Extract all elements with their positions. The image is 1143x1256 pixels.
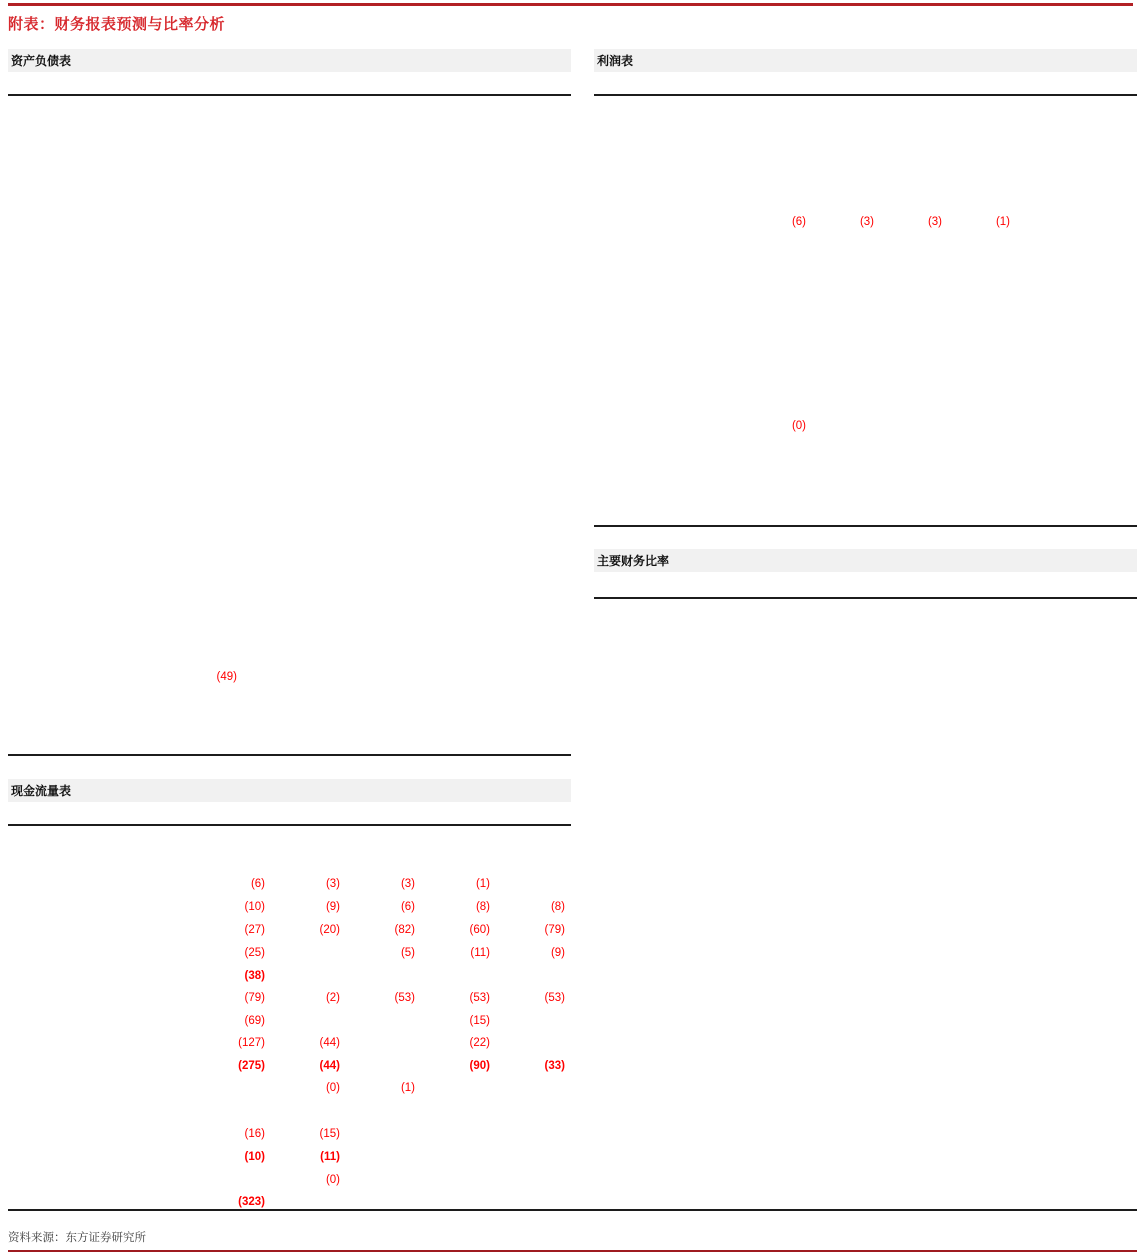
- table-row: [190, 1013, 565, 1029]
- value-cell: (6): [250, 878, 265, 890]
- section-header-label: 主要财务比率: [597, 554, 670, 568]
- value-cell: (11): [320, 1151, 340, 1163]
- value-cell: (2): [325, 992, 340, 1004]
- value-cell: [490, 1149, 565, 1165]
- value-cell: (3): [325, 878, 340, 890]
- table-row: [190, 1149, 565, 1165]
- table-row: [190, 899, 565, 915]
- value-cell: [340, 1126, 415, 1142]
- value-cell: (90): [469, 1060, 490, 1072]
- value-cell: [490, 1126, 565, 1142]
- value-cell: (127): [238, 1037, 265, 1049]
- value-cell: [340, 968, 415, 984]
- page-title: 附表：财务报表预测与比率分析: [8, 16, 226, 33]
- horizontal-rule: [594, 525, 1137, 527]
- value-cell: [415, 1194, 490, 1210]
- value-cell: [874, 418, 942, 434]
- value-cell: [415, 1149, 490, 1165]
- table-row: [190, 1126, 565, 1142]
- value-cell: [340, 1013, 415, 1029]
- value-cell: (27): [244, 924, 265, 936]
- value-cell: (8): [475, 901, 490, 913]
- value-cell: (3): [859, 216, 874, 228]
- table-row: [190, 1035, 565, 1051]
- value-cell: (5): [400, 947, 415, 959]
- section-header-label: 资产负债表: [11, 54, 72, 68]
- value-cell: (1): [995, 216, 1010, 228]
- value-cell: [942, 418, 1010, 434]
- value-cell: (0): [325, 1082, 340, 1094]
- value-cell: (53): [544, 992, 565, 1004]
- value-cell: (6): [400, 901, 415, 913]
- horizontal-rule: [8, 824, 571, 826]
- value-cell: [490, 1035, 565, 1051]
- value-cell: (1): [400, 1082, 415, 1094]
- table-row: [738, 214, 1078, 230]
- value-cell: (9): [325, 901, 340, 913]
- value-cell: (15): [469, 1015, 490, 1027]
- value-cell: (79): [544, 924, 565, 936]
- value-cell: (16): [244, 1128, 265, 1140]
- table-row: [190, 1080, 565, 1096]
- value-cell: (9): [550, 947, 565, 959]
- value-cell: (6): [791, 216, 806, 228]
- section-header-balance-sheet: [8, 49, 571, 72]
- value-cell: (10): [244, 901, 265, 913]
- value-cell: (44): [319, 1037, 340, 1049]
- value-cell: [415, 968, 490, 984]
- horizontal-rule: [8, 754, 571, 756]
- horizontal-rule: [8, 1209, 1137, 1211]
- value-cell: (69): [244, 1015, 265, 1027]
- value-cell: (15): [319, 1128, 340, 1140]
- section-header-label: 现金流量表: [11, 784, 72, 798]
- value-cell: (79): [244, 992, 265, 1004]
- value-cell: [490, 876, 565, 892]
- value-cell: [490, 1013, 565, 1029]
- balance-sheet-value: (49): [216, 671, 237, 683]
- value-cell: [415, 1172, 490, 1188]
- value-cell: [265, 1013, 340, 1029]
- value-cell: (11): [470, 947, 490, 959]
- value-cell: [490, 1080, 565, 1096]
- table-row: [190, 876, 565, 892]
- section-header-income-statement: [594, 49, 1137, 72]
- value-cell: [340, 1194, 415, 1210]
- table-row: [190, 1194, 565, 1210]
- value-cell: (1): [475, 878, 490, 890]
- table-row: [190, 945, 565, 961]
- table-row: [738, 418, 1078, 434]
- value-cell: [490, 1194, 565, 1210]
- value-cell: [340, 1035, 415, 1051]
- value-cell: (8): [550, 901, 565, 913]
- value-cell: [190, 1080, 265, 1096]
- value-cell: [490, 1172, 565, 1188]
- top-red-rule: [8, 3, 1133, 6]
- value-cell: [415, 1126, 490, 1142]
- value-cell: [265, 968, 340, 984]
- value-cell: (53): [469, 992, 490, 1004]
- table-row: [190, 968, 565, 984]
- value-cell: (22): [469, 1037, 490, 1049]
- bottom-red-rule: [8, 1250, 1137, 1252]
- table-row: [190, 1058, 565, 1074]
- table-row: [190, 922, 565, 938]
- value-cell: (82): [394, 924, 415, 936]
- value-cell: [340, 1172, 415, 1188]
- section-header-cash-flow: [8, 779, 571, 802]
- value-cell: [340, 1058, 415, 1074]
- horizontal-rule: [8, 94, 571, 96]
- value-cell: [490, 968, 565, 984]
- value-cell: (38): [244, 970, 265, 982]
- table-row: [190, 1172, 565, 1188]
- value-cell: (33): [544, 1060, 565, 1072]
- value-cell: (25): [244, 947, 265, 959]
- value-cell: [265, 1194, 340, 1210]
- value-cell: (275): [238, 1060, 265, 1072]
- value-cell: (60): [469, 924, 490, 936]
- horizontal-rule: [594, 597, 1137, 599]
- value-cell: (3): [927, 216, 942, 228]
- value-cell: (323): [238, 1196, 265, 1208]
- value-cell: (53): [394, 992, 415, 1004]
- section-header-ratios: [594, 549, 1137, 572]
- value-cell: [340, 1149, 415, 1165]
- value-cell: (44): [319, 1060, 340, 1072]
- value-cell: [190, 1172, 265, 1188]
- value-cell: (0): [791, 420, 806, 432]
- source-note: 资料来源：东方证券研究所: [8, 1232, 146, 1244]
- value-cell: (0): [325, 1174, 340, 1186]
- section-header-label: 利润表: [597, 54, 634, 68]
- value-cell: (3): [400, 878, 415, 890]
- value-cell: (10): [244, 1151, 265, 1163]
- value-cell: [1010, 214, 1078, 230]
- value-cell: (20): [319, 924, 340, 936]
- horizontal-rule: [594, 94, 1137, 96]
- value-cell: [806, 418, 874, 434]
- value-cell: [1010, 418, 1078, 434]
- value-cell: [265, 945, 340, 961]
- table-row: [190, 990, 565, 1006]
- value-cell: [415, 1080, 490, 1096]
